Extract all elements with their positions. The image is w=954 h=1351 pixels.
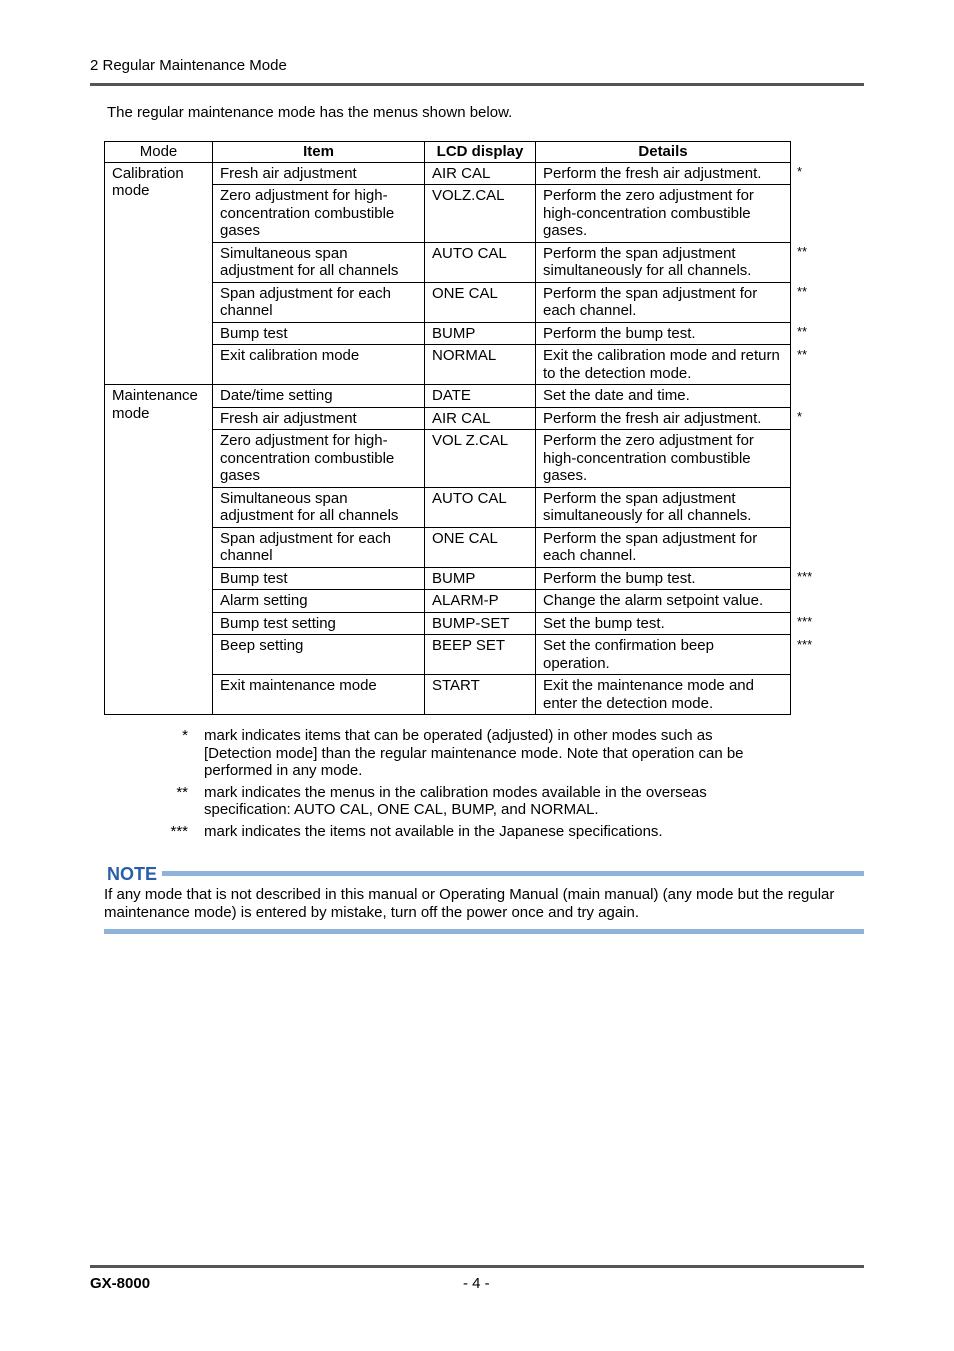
col-header-mode: Mode [105,142,213,163]
item-cell: Simultaneous span adjustment for all channels [213,487,425,527]
footnote-symbol: ** [176,783,188,801]
lcd-cell: ONE CAL [425,527,536,567]
lcd-cell: BUMP [425,567,536,590]
menu-table [104,141,791,715]
col-header-lcd: LCD display [425,142,536,163]
lcd-cell: START [425,675,536,715]
lcd-cell: AIR CAL [425,407,536,430]
section-title: 2 Regular Maintenance Mode [90,57,287,74]
footer-rule [90,1265,864,1268]
details-cell: Exit the maintenance mode and enter the detection mode. [536,675,791,715]
details-cell: Perform the fresh air adjustment. [536,407,791,430]
footnote [104,823,804,841]
lcd-cell: NORMAL [425,345,536,385]
lcd-cell: AIR CAL [425,162,536,185]
details-cell: Perform the span adjustment for each channel. [536,282,791,322]
details-cell: Perform the zero adjustment for high-concentration combustible gases. [536,430,791,488]
item-cell: Exit maintenance mode [213,675,425,715]
row-mark: ** [797,284,808,299]
item-cell: Exit calibration mode [213,345,425,385]
row-mark: *** [797,636,813,652]
col-header-item: Item [213,142,425,163]
intro-text: The regular maintenance mode has the menus shown below. [107,104,513,121]
mode-cell: Calibration mode [105,162,213,385]
details-cell: Set the bump test. [536,612,791,635]
table-header-row [105,142,791,163]
item-cell: Fresh air adjustment [213,162,425,185]
item-cell: Fresh air adjustment [213,407,425,430]
details-cell: Perform the span adjustment for each channel. [536,527,791,567]
lcd-cell: BEEP SET [425,635,536,675]
header-rule [90,83,864,86]
item-cell: Bump test setting [213,612,425,635]
table-row [105,385,791,408]
item-cell: Date/time setting [213,385,425,408]
footnote-symbol: *** [170,822,188,840]
row-mark: * [797,164,803,179]
table-row [105,162,791,185]
row-mark: ** [797,346,808,362]
footnote-text: mark indicates the items not available in the Japanese specifications. [204,822,663,840]
mode-cell: Maintenance mode [105,385,213,715]
lcd-cell: ONE CAL [425,282,536,322]
item-cell: Simultaneous span adjustment for all channels [213,242,425,282]
lcd-cell: VOLZ.CAL [425,185,536,243]
note-bar-top [162,871,864,876]
item-cell: Beep setting [213,635,425,675]
row-mark: *** [797,614,813,629]
details-cell: Perform the span adjustment simultaneously for all channels. [536,242,791,282]
lcd-cell: VOL Z.CAL [425,430,536,488]
row-mark: ** [797,244,808,259]
table-body [105,162,791,715]
item-cell: Alarm setting [213,590,425,613]
details-cell: Perform the fresh air adjustment. [536,162,791,185]
row-mark: *** [797,569,813,584]
lcd-cell: BUMP [425,322,536,345]
details-cell: Perform the zero adjustment for high-concentration combustible gases. [536,185,791,243]
footer-model: GX-8000 [90,1275,151,1292]
item-cell: Zero adjustment for high-concentration combustible gases [213,185,425,243]
item-cell: Bump test [213,567,425,590]
details-cell: Perform the bump test. [536,567,791,590]
note-label: NOTE [107,864,158,884]
details-cell: Exit the calibration mode and return to the detection mode. [536,345,791,385]
details-cell: Change the alarm setpoint value. [536,590,791,613]
col-header-details: Details [536,142,791,163]
lcd-cell: AUTO CAL [425,242,536,282]
lcd-cell: BUMP-SET [425,612,536,635]
item-cell: Zero adjustment for high-concentration combustible gases [213,430,425,488]
details-cell: Perform the bump test. [536,322,791,345]
lcd-cell: ALARM-P [425,590,536,613]
details-cell: Set the date and time. [536,385,791,408]
lcd-cell: AUTO CAL [425,487,536,527]
item-cell: Span adjustment for each channel [213,527,425,567]
item-cell: Bump test [213,322,425,345]
footnotes [104,727,804,844]
row-mark: * [797,409,803,424]
details-cell: Perform the span adjustment simultaneously for all channels. [536,487,791,527]
note-text: If any mode that is not described in this manual or Operating Manual (main manual) (any mode but the regular maintenance mode) is entered by mistake, turn off the power once and try again. [104,886,835,921]
footnote-text: mark indicates items that can be operated (adjusted) in other modes such as [Detection mode] than the regular maintenance mode. Note that operation can be performed in any mode. [204,727,744,779]
details-cell: Set the confirmation beep operation. [536,635,791,675]
footnote [104,727,804,780]
footnote-symbol: * [182,727,188,744]
footnote [104,784,804,819]
note-bar-bottom [104,929,864,934]
row-mark: ** [797,324,808,339]
lcd-cell: DATE [425,385,536,408]
page-number: - 4 - [463,1275,490,1292]
footnote-text: mark indicates the menus in the calibration modes available in the overseas specification: AUTO CAL, ONE CAL, BUMP, and NORMAL. [204,783,707,818]
item-cell: Span adjustment for each channel [213,282,425,322]
